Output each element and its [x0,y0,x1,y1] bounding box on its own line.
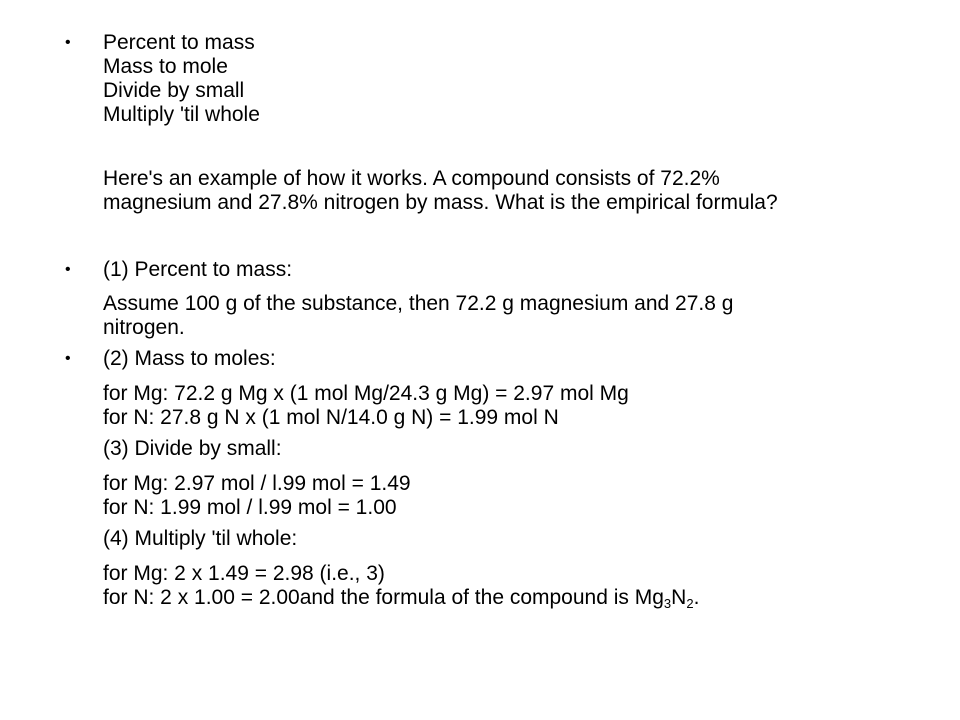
formula-n: N [671,586,687,609]
step2-body-1: for Mg: 72.2 g Mg x (1 mol Mg/24.3 g Mg) = 2.97 mol Mg [103,382,629,405]
mnemonic-line-1: Percent to mass [103,31,255,54]
step4-body-2-text: for N: 2 x 1.00 = 2.00and the formula of the compound is Mg [103,586,664,609]
bullet-2: • [65,261,71,278]
bullet-3: • [65,350,71,367]
formula-period: . [693,586,700,609]
formula-mg-subscript: 3 [663,596,672,611]
step3-body-1: for Mg: 2.97 mol / l.99 mol = 1.49 [103,472,411,495]
step4-body-2 [103,586,699,610]
step1-heading: (1) Percent to mass: [103,258,293,281]
step1-body-1: Assume 100 g of the substance, then 72.2 g magnesium and 27.8 g [103,292,734,315]
mnemonic-line-4: Multiply 'til whole [103,103,260,126]
bullet-1: • [65,34,71,51]
step3-body-2: for N: 1.99 mol / l.99 mol = 1.00 [103,496,397,519]
mnemonic-line-3: Divide by small [103,79,245,102]
step2-heading: (2) Mass to moles: [103,347,276,370]
formula-n-subscript: 2 [686,596,694,611]
mnemonic-line-2: Mass to mole [103,55,228,78]
step1-body-2: nitrogen. [103,316,185,339]
example-line-2: magnesium and 27.8% nitrogen by mass. What is the empirical formula? [103,191,778,214]
example-line-1: Here's an example of how it works. A compound consists of 72.2% [103,167,720,190]
step4-body-1: for Mg: 2 x 1.49 = 2.98 (i.e., 3) [103,562,385,585]
step3-heading: (3) Divide by small: [103,437,282,460]
step4-heading: (4) Multiply 'til whole: [103,527,298,550]
step2-body-2: for N: 27.8 g N x (1 mol N/14.0 g N) = 1.99 mol N [103,406,559,429]
